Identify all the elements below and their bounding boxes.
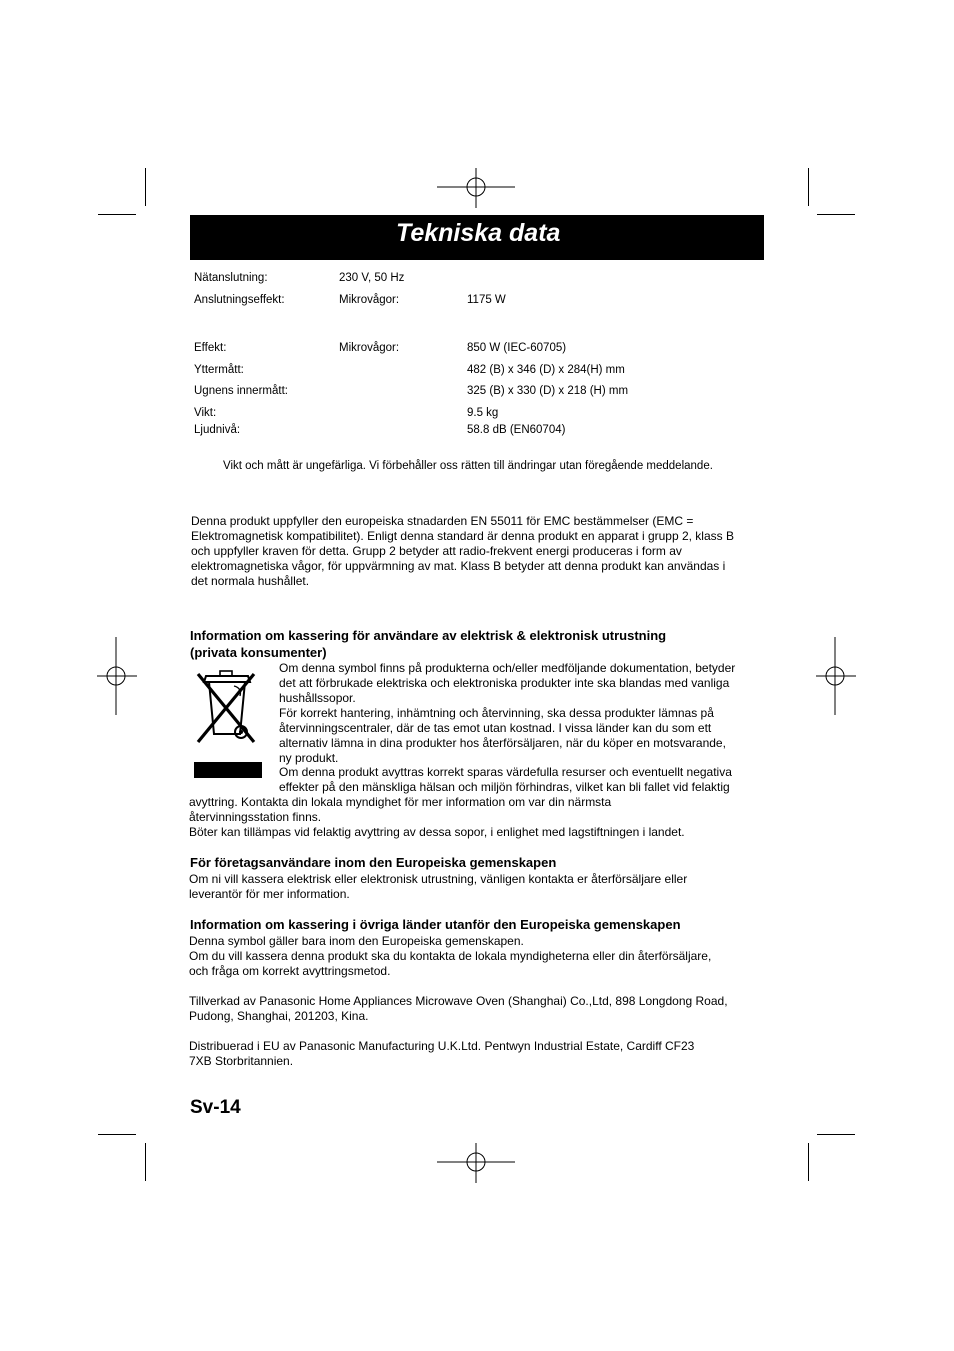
- page-number: Sv-14: [190, 1097, 241, 1118]
- text-line: Elektromagnetisk kompatibilitet). Enligt denna standard är denna produkt en apparat i grupp 2, klass B: [191, 529, 734, 543]
- text-line: Om denna symbol finns på produkterna och/eller medföljande dokumentation, betyder: [279, 661, 736, 675]
- registration-mark-icon: [437, 168, 515, 208]
- text-line: återvinningsstation finns.: [189, 810, 322, 824]
- text-line: avyttring. Kontakta din lokala myndighet för mer information om var din närmsta: [189, 795, 612, 809]
- registration-mark-icon: [437, 1143, 515, 1183]
- section-heading: Information om kassering i övriga länder utanför den Europeiska gemenskapen: [190, 917, 681, 932]
- text-line: elektromagnetiska vågor, för uppvärmning av mat. Klass B betyder att denna produkt kan användas i: [191, 559, 726, 573]
- spec-label: Vikt:: [194, 407, 217, 419]
- spec-value: 325 (B) x 330 (D) x 218 (H) mm: [467, 385, 629, 397]
- text-line: effekter på den mänskliga hälsan och miljön förhindras, vilket kan bli fallet vid felaktig: [279, 780, 730, 794]
- spec-sub: Mikrovågor:: [339, 294, 400, 306]
- text-line: Om denna produkt avyttras korrekt sparas värdefulla resurser och eventuellt negativa: [279, 765, 732, 779]
- page-title: Tekniska data: [396, 219, 561, 247]
- text-line: Denna symbol gäller bara inom den Europeiska gemenskapen.: [189, 934, 524, 948]
- text-line: Distribuerad i EU av Panasonic Manufacturing U.K.Ltd. Pentwyn Industrial Estate, Cardiff CF23: [189, 1039, 695, 1053]
- title-bar: [190, 215, 764, 260]
- spec-sub: 230 V, 50 Hz: [339, 272, 405, 284]
- text-line: ny produkt.: [279, 751, 339, 765]
- text-line: alternativ lämna in dina produkter hos återförsäljaren, när du köper en motsvarande,: [279, 736, 726, 750]
- text-line: hushållssopor.: [279, 691, 356, 705]
- text-line: Denna produkt uppfyller den europeiska stnadarden EN 55011 för EMC bestämmelser (EMC =: [191, 514, 694, 528]
- spec-value: 9.5 kg: [467, 407, 499, 419]
- section-heading: För företagsanvändare inom den Europeiska gemenskapen: [190, 855, 557, 870]
- registration-mark-icon: [816, 637, 856, 715]
- text-line: det att förbrukade elektriska och elektroniska produkter inte ska blandas med vanliga: [279, 676, 730, 690]
- spec-label: Ljudnivå:: [194, 424, 241, 436]
- spec-value: 58.8 dB (EN60704): [467, 424, 566, 436]
- text-line: Pudong, Shanghai, 201203, Kina.: [189, 1009, 369, 1023]
- disclaimer-note: Vikt och mått är ungefärliga. Vi förbehåller oss rätten till ändringar utan föregående meddelande.: [223, 460, 713, 472]
- section-heading: Information om kassering för användare av elektrisk & elektronisk utrustning: [190, 628, 667, 643]
- text-line: leverantör för mer information.: [189, 887, 350, 901]
- spec-label: Nätanslutning:: [194, 272, 268, 284]
- text-line: återvinningscentraler, där de tas emot utan kostnad. I vissa länder kan du som ett: [279, 721, 712, 735]
- spec-label: Effekt:: [194, 342, 227, 354]
- text-line: Tillverkad av Panasonic Home Appliances Microwave Oven (Shanghai) Co.,Ltd, 898 Longdong Road,: [189, 994, 728, 1008]
- text-line: och fråga om korrekt avyttringsmetod.: [189, 964, 391, 978]
- text-line: Böter kan tillämpas vid felaktig avyttring av dessa sopor, i enlighet med lagstiftningen i landet.: [189, 825, 685, 839]
- spec-label: Anslutningseffekt:: [194, 294, 285, 306]
- text-line: Om du vill kassera denna produkt ska du kontakta de lokala myndigheterna eller din återförsäljare,: [189, 949, 712, 963]
- text-line: det normala hushållet.: [191, 574, 310, 588]
- spec-value: 1175 W: [467, 294, 506, 306]
- text-line: 7XB Storbritannien.: [189, 1054, 294, 1068]
- crossed-out-wheelie-bin-icon: [190, 662, 266, 782]
- spec-label: Ugnens innermått:: [194, 385, 288, 397]
- spec-label: Yttermått:: [194, 364, 244, 376]
- text-line: För korrekt hantering, inhämtning och återvinning, ska dessa produkter lämnas på: [279, 706, 714, 720]
- text-line: Om ni vill kassera elektrisk eller elektronisk utrustning, vänligen kontakta er återförsäljare eller: [189, 872, 688, 886]
- spec-sub: Mikrovågor:: [339, 342, 400, 354]
- section-heading: (privata konsumenter): [190, 645, 327, 660]
- spec-value: 850 W (IEC-60705): [467, 342, 567, 354]
- spec-value: 482 (B) x 346 (D) x 284(H) mm: [467, 364, 625, 376]
- text-line: och uppfyller kraven för detta. Grupp 2 betyder att radio-frekvent energi produceras i form av: [191, 544, 682, 558]
- registration-mark-icon: [97, 637, 137, 715]
